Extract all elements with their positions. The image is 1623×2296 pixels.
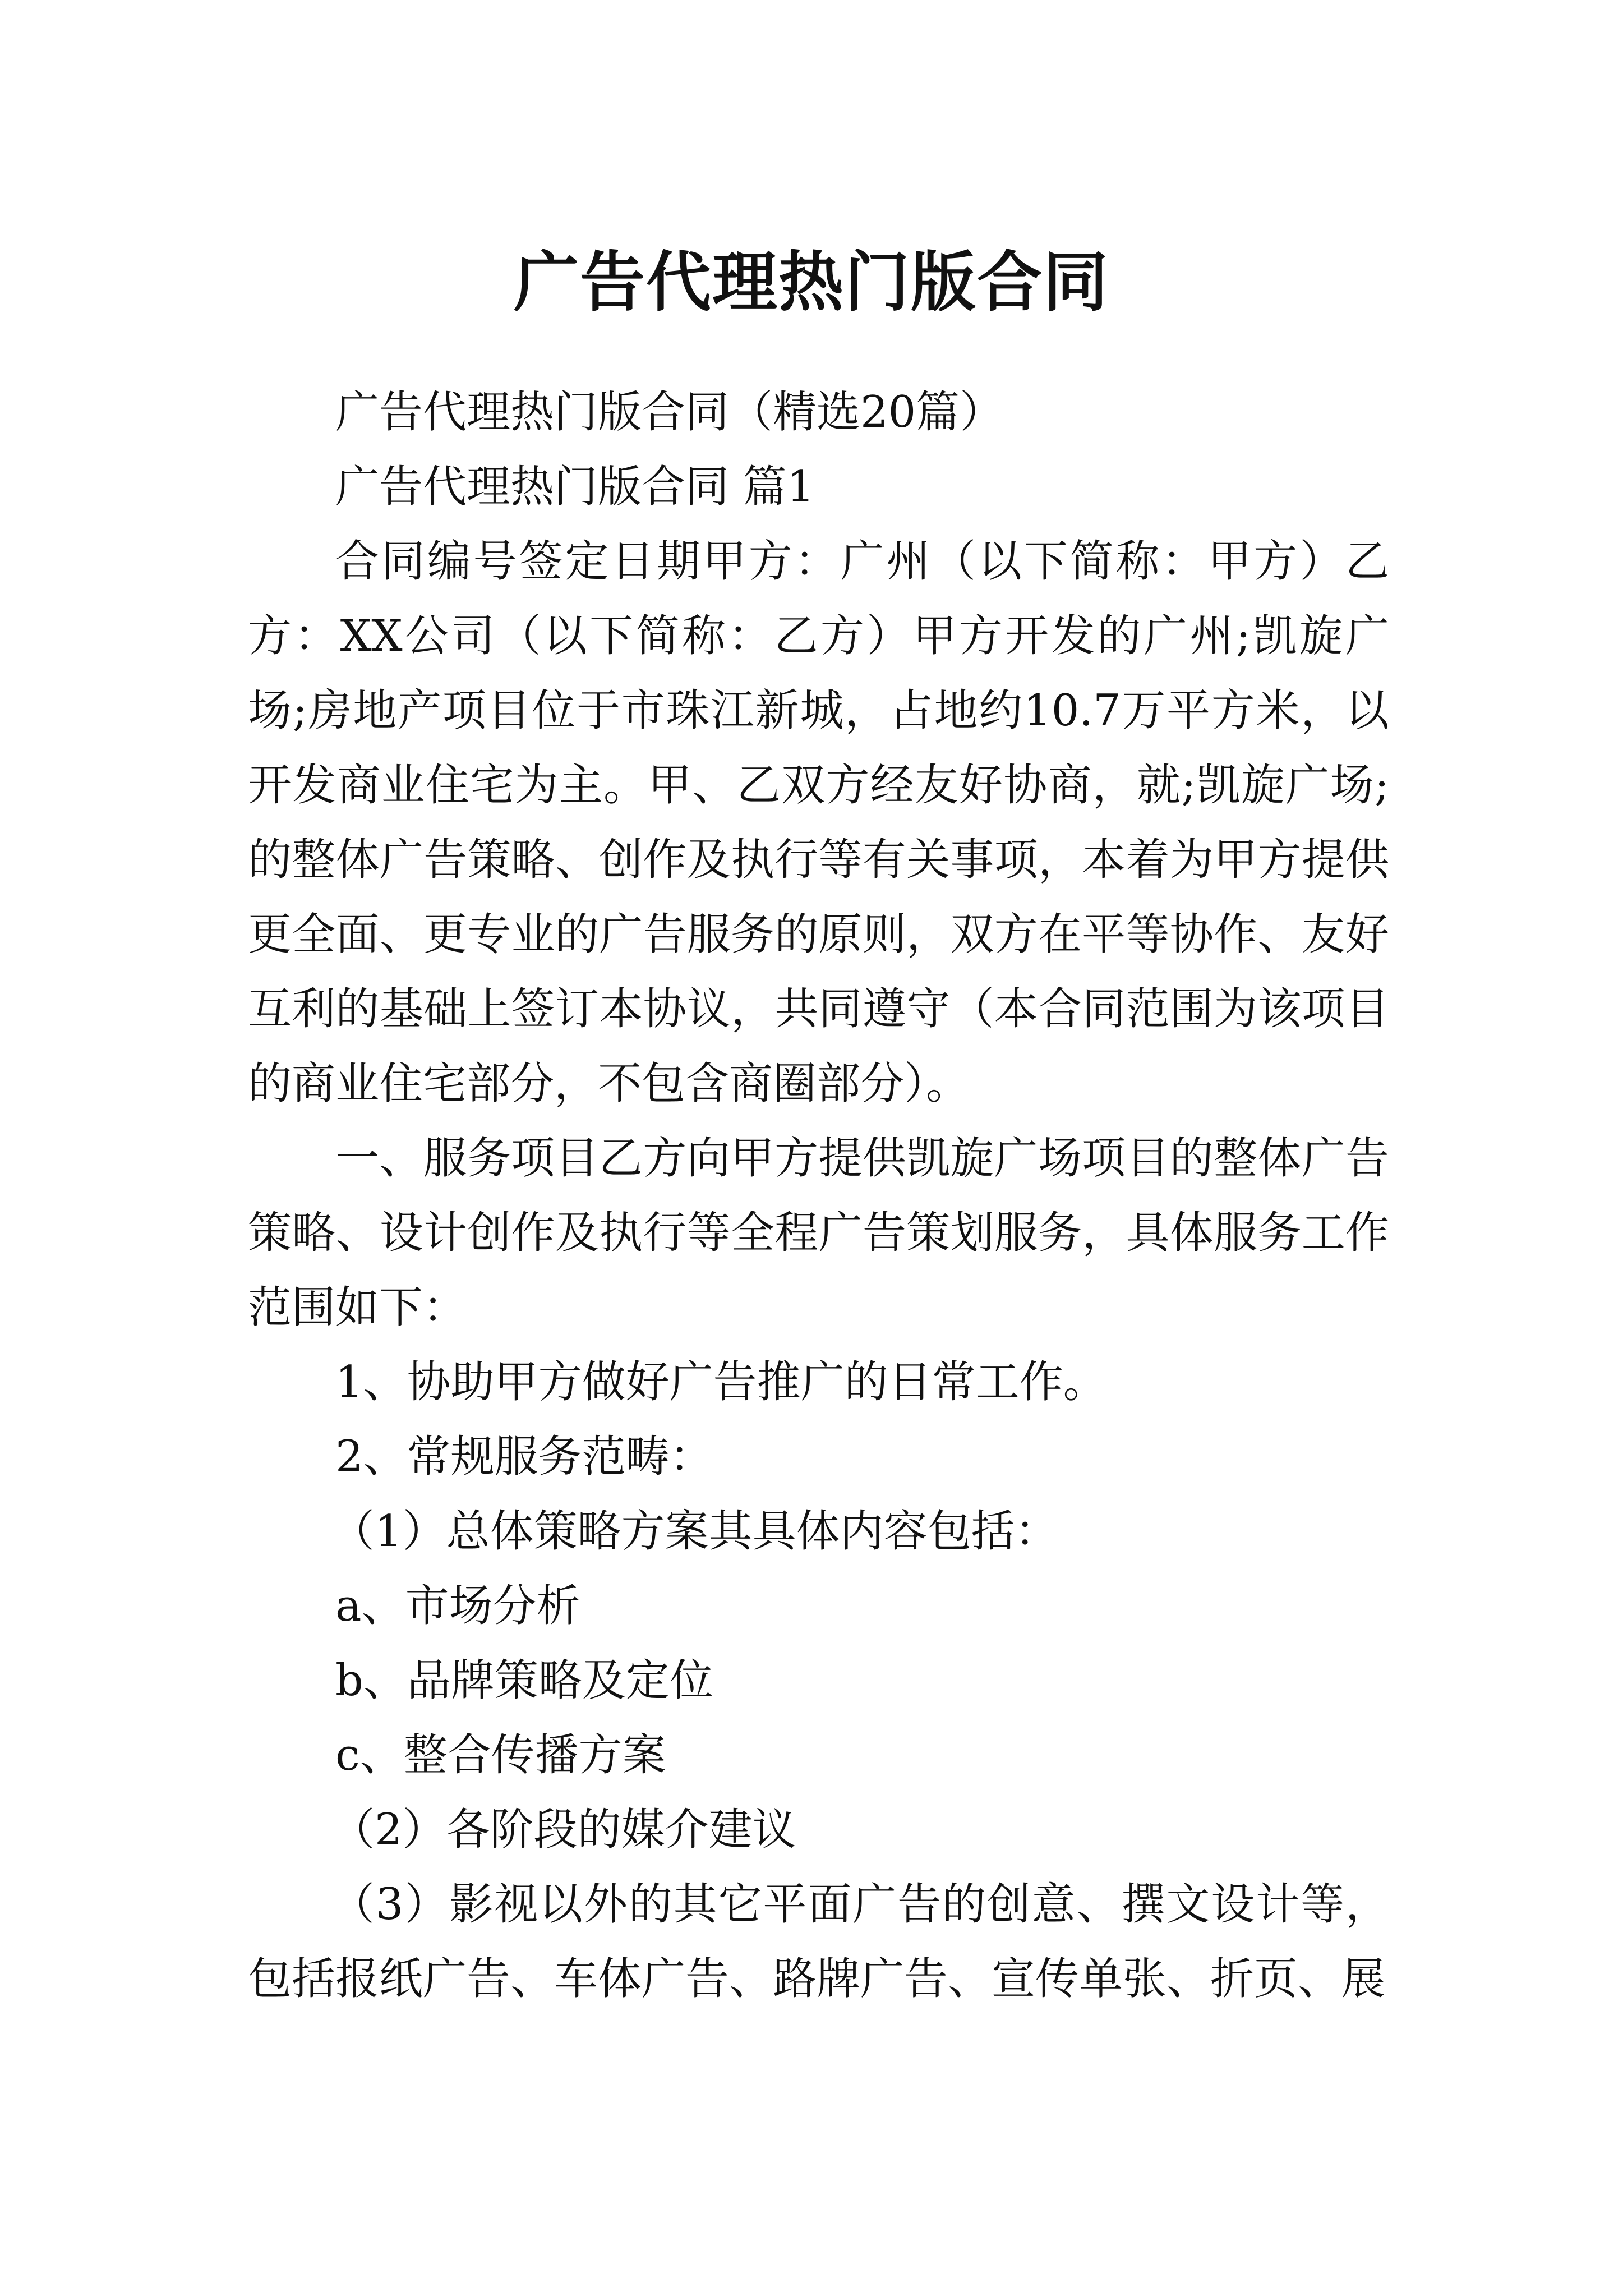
paragraph-service-items: 一、服务项目乙方向甲方提供凯旋广场项目的整体广告策略、设计创作及执行等全程广告策划服务，具体服务工作范围如下：: [248, 1133, 1389, 1333]
document-body: [248, 375, 1389, 2017]
paragraph-subtitle: 广告代理热门版合同（精选20篇）: [335, 387, 1004, 438]
paragraph-section-heading: 广告代理热门版合同 篇1: [335, 462, 815, 512]
list-item-a: a、市场分析: [335, 1581, 580, 1631]
document-title: 广告代理热门版合同: [514, 243, 1109, 320]
list-item-1: 1、协助甲方做好广告推广的日常工作。: [335, 1357, 1107, 1407]
list-item-2-2: （2）各阶段的媒介建议: [331, 1805, 796, 1855]
paragraph-contract-intro: 合同编号签定日期甲方：广州（以下简称：甲方）乙方：XX公司（以下简称：乙方）甲方开发的广州;凯旋广场;房地产项目位于市珠江新城，占地约10.7万平方米，以开发商业住宅为主。甲、乙双方经友好协商，就;凯旋广场;的整体广告策略、创作及执行等有关事项，本着为甲方提供更全面、更专业的广告服务的原则，双方在平等协作、友好互利的基础上签订本协议，共同遵守（本合同范围为该项目的商业住宅部分，不包含商圈部分）。: [248, 536, 1389, 1109]
list-item-2-1: （1）总体策略方案其具体内容包括：: [331, 1506, 1059, 1557]
list-item-2-3: （3）影视以外的其它平面广告的创意、撰文设计等，包括报纸广告、车体广告、路牌广告、宣传单张、折页、展: [248, 1879, 1389, 2004]
list-item-b: b、品牌策略及定位: [335, 1655, 713, 1706]
list-item-2: 2、常规服务范畴：: [335, 1432, 713, 1482]
list-item-c: c、整合传播方案: [335, 1730, 666, 1780]
